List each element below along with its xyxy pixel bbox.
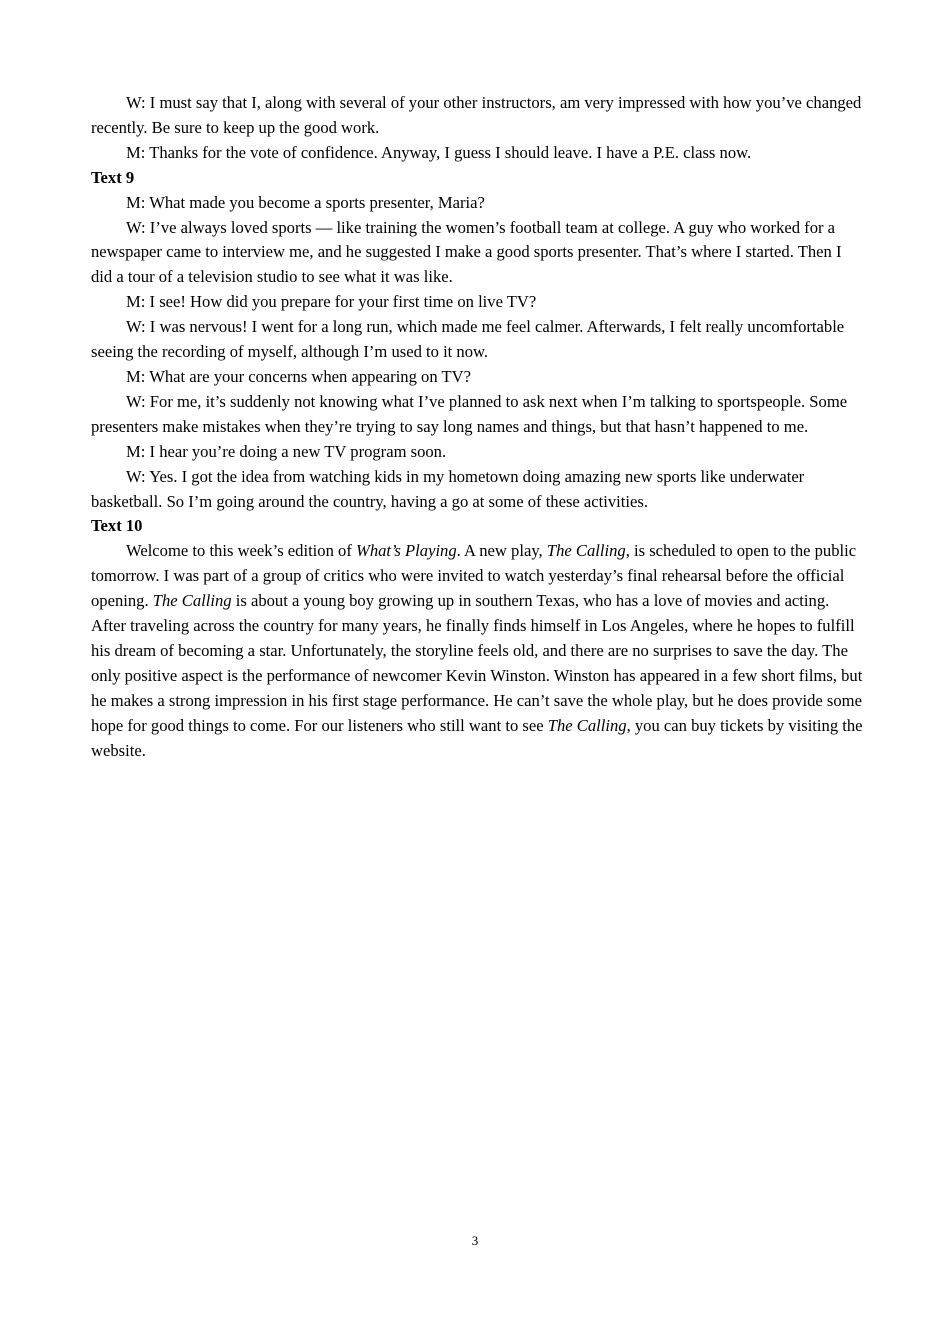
section-heading-text-9: Text 9 <box>91 167 135 187</box>
dialogue-line: W: I must say that I, along with several of your other instructors, am very impressed with how you’ve changed recently. Be sure to keep up the good work. <box>91 93 862 137</box>
text-segment: Welcome to this week’s edition of <box>126 541 357 561</box>
dialogue-line: W: I was nervous! I went for a long run, which made me feel calmer. Afterwards, I felt really uncomfortable seeing the recording of myself, although I’m used to it now. <box>91 317 845 362</box>
text-segment: , is scheduled to open to the public tomorrow. I was part of a group of critics who were invited to watch yesterday’s final rehearsal before the official opening. <box>91 541 857 611</box>
italic-title: The Calling <box>547 715 627 735</box>
dialogue-line: W: I’ve always loved sports — like training the women’s football team at college. A guy who worked for a newspaper came to interview me, and he suggested I make a good sports presenter. That’s where I started. Then I did a tour of a television studio to see what it was like. <box>91 217 842 287</box>
dialogue-line: M: I hear you’re doing a new TV program soon. <box>126 441 447 461</box>
italic-title: The Calling <box>152 591 232 611</box>
italic-title: What’s Playing <box>356 541 457 561</box>
monologue-paragraph <box>91 539 865 763</box>
dialogue-line: W: For me, it’s suddenly not knowing what I’ve planned to ask next when I’m talking to sportspeople. Some presenters make mistakes when they’re trying to say long names and things, but that hasn’t happened to me. <box>91 391 848 436</box>
page-number: 3 <box>471 1233 479 1248</box>
dialogue-line: M: I see! How did you prepare for your first time on live TV? <box>126 292 537 312</box>
text-segment: . A new play, <box>456 541 547 561</box>
dialogue-line: M: What made you become a sports presenter, Maria? <box>126 192 485 212</box>
dialogue-line: W: Yes. I got the idea from watching kids in my hometown doing amazing new sports like underwater basketball. So I’m going around the country, having a go at some of these activities. <box>91 466 805 511</box>
text-segment: , you can buy tickets by visiting the website. <box>91 715 863 760</box>
dialogue-line: M: What are your concerns when appearing on TV? <box>126 366 471 386</box>
dialogue-line: M: Thanks for the vote of confidence. Anyway, I guess I should leave. I have a P.E. class now. <box>126 142 752 162</box>
italic-title: The Calling <box>546 541 626 561</box>
section-heading-text-10: Text 10 <box>91 516 143 536</box>
document-body <box>91 91 865 763</box>
text-segment: is about a young boy growing up in southern Texas, who has a love of movies and acting. After traveling across the country for many years, he finally finds himself in Los Angeles, where he hopes to fulfill his dream of becoming a star. Unfortunately, the storyline feels old, and there are no surprises to save the day. The only positive aspect is the performance of newcomer Kevin Winston. Winston has appeared in a few short films, but he makes a strong impression in his first stage performance. He can’t save the whole play, but he does provide some hope for good things to come. For our listeners who still want to see <box>91 591 863 735</box>
